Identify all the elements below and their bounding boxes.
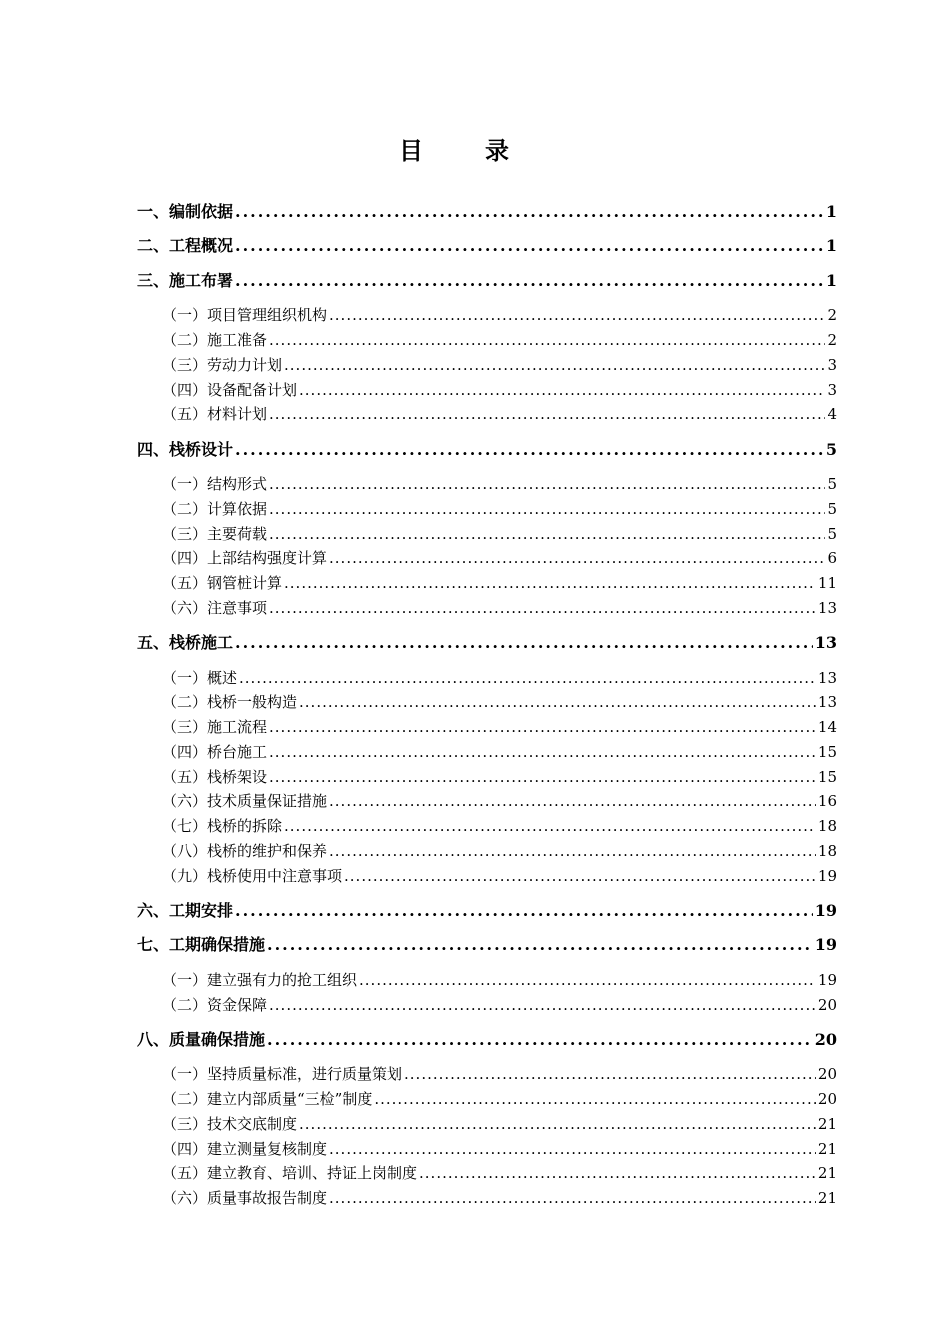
toc-dot-leader bbox=[329, 303, 825, 328]
toc-entry-label: （九）栈桥使用中注意事项 bbox=[162, 866, 343, 885]
toc-dot-leader bbox=[235, 631, 813, 655]
toc-entry-label: （五）钢管桩计算 bbox=[162, 574, 283, 593]
toc-page-number: 13 bbox=[817, 598, 837, 617]
toc-entry-label: 二、工程概况 bbox=[137, 236, 234, 256]
toc-subsection-entry[interactable] bbox=[137, 1137, 837, 1162]
toc-dot-leader bbox=[284, 814, 816, 839]
toc-page-number: 1 bbox=[825, 236, 837, 256]
toc-entry-label: （一）坚持质量标准，进行质量策划 bbox=[162, 1065, 403, 1084]
toc-page-number: 14 bbox=[817, 718, 837, 737]
toc-page-number: 21 bbox=[817, 1164, 837, 1183]
toc-entry-label: （三）主要荷载 bbox=[162, 524, 268, 543]
toc-dot-leader bbox=[269, 402, 825, 427]
toc-page-number: 5 bbox=[827, 499, 837, 518]
toc-entry-label: （三）施工流程 bbox=[162, 718, 268, 737]
toc-subsection-entry[interactable] bbox=[137, 353, 837, 378]
toc-entry-label: （一）项目管理组织机构 bbox=[162, 306, 328, 325]
toc-entry-label: （六）注意事项 bbox=[162, 598, 268, 617]
toc-entry-label: （四）建立测量复核制度 bbox=[162, 1139, 328, 1158]
toc-entry-label: （四）桥台施工 bbox=[162, 742, 268, 761]
toc-entry-label: （七）栈桥的拆除 bbox=[162, 817, 283, 836]
toc-entry-label: （六）质量事故报告制度 bbox=[162, 1189, 328, 1208]
toc-page-number: 11 bbox=[817, 574, 837, 593]
toc-subsection-entry[interactable] bbox=[137, 1087, 837, 1112]
toc-subsection-entry[interactable] bbox=[137, 1112, 837, 1137]
toc-entry-label: （二）施工准备 bbox=[162, 330, 268, 349]
toc-dot-leader bbox=[269, 715, 816, 740]
toc-dot-leader bbox=[267, 933, 813, 957]
toc-entry-label: 六、工期安排 bbox=[137, 901, 234, 921]
toc-entry-label: （一）结构形式 bbox=[162, 474, 268, 493]
toc-subsection-entry[interactable] bbox=[137, 497, 837, 522]
toc-page-number: 15 bbox=[817, 742, 837, 761]
toc-page-number: 13 bbox=[817, 693, 837, 712]
toc-dot-leader bbox=[329, 1137, 816, 1162]
toc-page-number: 5 bbox=[827, 474, 837, 493]
toc-section-entry[interactable] bbox=[137, 234, 837, 258]
toc-subsection-entry[interactable] bbox=[137, 1161, 837, 1186]
toc-subsection-entry[interactable] bbox=[137, 472, 837, 497]
toc-entry-label: （四）设备配备计划 bbox=[162, 380, 298, 399]
toc-dot-leader bbox=[269, 765, 816, 790]
toc-dot-leader bbox=[359, 968, 816, 993]
toc-page-number: 3 bbox=[827, 380, 837, 399]
toc-page-number: 3 bbox=[827, 355, 837, 374]
toc-page-number: 20 bbox=[814, 1029, 837, 1049]
toc-dot-leader bbox=[329, 789, 816, 814]
toc-subsection-entry[interactable] bbox=[137, 522, 837, 547]
toc-entry-label: （二）资金保障 bbox=[162, 995, 268, 1014]
toc-subsection-entry[interactable] bbox=[137, 378, 837, 403]
toc-page-number: 19 bbox=[817, 970, 837, 989]
toc-subsection-entry[interactable] bbox=[137, 814, 837, 839]
toc-dot-leader bbox=[269, 522, 825, 547]
toc-subsection-entry[interactable] bbox=[137, 1186, 837, 1211]
toc-subsection-entry[interactable] bbox=[137, 402, 837, 427]
toc-page-number: 18 bbox=[817, 817, 837, 836]
toc-dot-leader bbox=[299, 1112, 816, 1137]
toc-entry-label: 八、质量确保措施 bbox=[137, 1029, 266, 1049]
toc-subsection-entry[interactable] bbox=[137, 765, 837, 790]
toc-entry-label: （一）建立强有力的抢工组织 bbox=[162, 970, 358, 989]
toc-entry-label: 一、编制依据 bbox=[137, 202, 234, 221]
toc-entry-label: （二）栈桥一般构造 bbox=[162, 693, 298, 712]
toc-dot-leader bbox=[284, 571, 816, 596]
toc-page-number: 6 bbox=[827, 549, 837, 568]
toc-section-entry[interactable] bbox=[137, 899, 837, 923]
toc-entry-label: （三）劳动力计划 bbox=[162, 355, 283, 374]
toc-subsection-entry[interactable] bbox=[137, 789, 837, 814]
toc-subsection-entry[interactable] bbox=[137, 864, 837, 889]
toc-page-number: 16 bbox=[817, 792, 837, 811]
toc-entry-label: （六）技术质量保证措施 bbox=[162, 792, 328, 811]
toc-subsection-entry[interactable] bbox=[137, 839, 837, 864]
toc-subsection-entry[interactable] bbox=[137, 740, 837, 765]
toc-subsection-entry[interactable] bbox=[137, 666, 837, 691]
toc-page-number: 1 bbox=[825, 270, 837, 290]
toc-subsection-entry[interactable] bbox=[137, 546, 837, 571]
toc-page-number: 21 bbox=[817, 1139, 837, 1158]
toc-dot-leader bbox=[235, 269, 824, 293]
toc-section-entry[interactable] bbox=[137, 1028, 837, 1052]
toc-page-number: 13 bbox=[814, 633, 837, 653]
toc-subsection-entry[interactable] bbox=[137, 1062, 837, 1087]
toc-section-entry[interactable] bbox=[137, 438, 837, 462]
toc-entry-label: （四）上部结构强度计算 bbox=[162, 549, 328, 568]
toc-subsection-entry[interactable] bbox=[137, 715, 837, 740]
toc-dot-leader bbox=[267, 1028, 813, 1052]
toc-dot-leader bbox=[299, 378, 825, 403]
toc-section-entry[interactable] bbox=[137, 933, 837, 957]
toc-subsection-entry[interactable] bbox=[137, 328, 837, 353]
table-of-contents bbox=[137, 200, 837, 1211]
toc-page-number: 18 bbox=[817, 842, 837, 861]
toc-entry-label: （五）建立教育、培训、持证上岗制度 bbox=[162, 1164, 418, 1183]
toc-section-entry[interactable] bbox=[137, 200, 837, 224]
toc-dot-leader bbox=[269, 497, 825, 522]
toc-dot-leader bbox=[269, 328, 825, 353]
toc-entry-label: 五、栈桥施工 bbox=[137, 633, 234, 653]
toc-entry-label: （三）技术交底制度 bbox=[162, 1114, 298, 1133]
toc-dot-leader bbox=[329, 1186, 816, 1211]
toc-page-number: 20 bbox=[817, 1090, 837, 1109]
toc-entry-label: 四、栈桥设计 bbox=[137, 439, 234, 459]
toc-page-number: 4 bbox=[827, 405, 837, 424]
toc-page-number: 15 bbox=[817, 767, 837, 786]
toc-dot-leader bbox=[235, 200, 824, 224]
toc-entry-label: （二）建立内部质量“三检”制度 bbox=[162, 1090, 373, 1109]
toc-page-number: 19 bbox=[817, 866, 837, 885]
toc-dot-leader bbox=[329, 839, 816, 864]
toc-entry-label: （一）概述 bbox=[162, 668, 238, 687]
toc-dot-leader bbox=[404, 1062, 816, 1087]
toc-subsection-entry[interactable] bbox=[137, 596, 837, 621]
toc-page-number: 19 bbox=[814, 935, 837, 955]
toc-dot-leader bbox=[239, 666, 816, 691]
toc-page-number: 2 bbox=[827, 306, 837, 325]
toc-dot-leader bbox=[235, 899, 813, 923]
toc-entry-label: 七、工期确保措施 bbox=[137, 935, 266, 955]
toc-subsection-entry[interactable] bbox=[137, 690, 837, 715]
toc-page-number: 20 bbox=[817, 995, 837, 1014]
toc-page-number: 21 bbox=[817, 1189, 837, 1208]
toc-dot-leader bbox=[269, 993, 816, 1018]
toc-subsection-entry[interactable] bbox=[137, 993, 837, 1018]
toc-entry-label: （二）计算依据 bbox=[162, 499, 268, 518]
toc-dot-leader bbox=[374, 1087, 816, 1112]
toc-page-number: 20 bbox=[817, 1065, 837, 1084]
toc-page-number: 13 bbox=[817, 668, 837, 687]
toc-entry-label: 三、施工布署 bbox=[137, 270, 234, 290]
toc-entry-label: （五）栈桥架设 bbox=[162, 767, 268, 786]
toc-subsection-entry[interactable] bbox=[137, 968, 837, 993]
toc-subsection-entry[interactable] bbox=[137, 571, 837, 596]
toc-section-entry[interactable] bbox=[137, 631, 837, 655]
toc-page-number: 1 bbox=[825, 202, 837, 221]
toc-dot-leader bbox=[235, 438, 824, 462]
toc-dot-leader bbox=[344, 864, 816, 889]
toc-page-number: 21 bbox=[817, 1114, 837, 1133]
toc-dot-leader bbox=[235, 234, 824, 258]
toc-page-number: 5 bbox=[825, 439, 837, 459]
page-title: 目录 bbox=[399, 136, 571, 165]
toc-page-number: 19 bbox=[814, 901, 837, 921]
toc-page-number: 2 bbox=[827, 330, 837, 349]
toc-dot-leader bbox=[269, 740, 816, 765]
toc-section-entry[interactable] bbox=[137, 269, 837, 293]
toc-dot-leader bbox=[419, 1161, 816, 1186]
toc-page-number: 5 bbox=[827, 524, 837, 543]
toc-dot-leader bbox=[269, 472, 825, 497]
toc-dot-leader bbox=[269, 596, 816, 621]
toc-dot-leader bbox=[299, 690, 816, 715]
toc-dot-leader bbox=[284, 353, 825, 378]
toc-entry-label: （五）材料计划 bbox=[162, 405, 268, 424]
toc-entry-label: （八）栈桥的维护和保养 bbox=[162, 842, 328, 861]
toc-dot-leader bbox=[329, 546, 825, 571]
toc-subsection-entry[interactable] bbox=[137, 303, 837, 328]
